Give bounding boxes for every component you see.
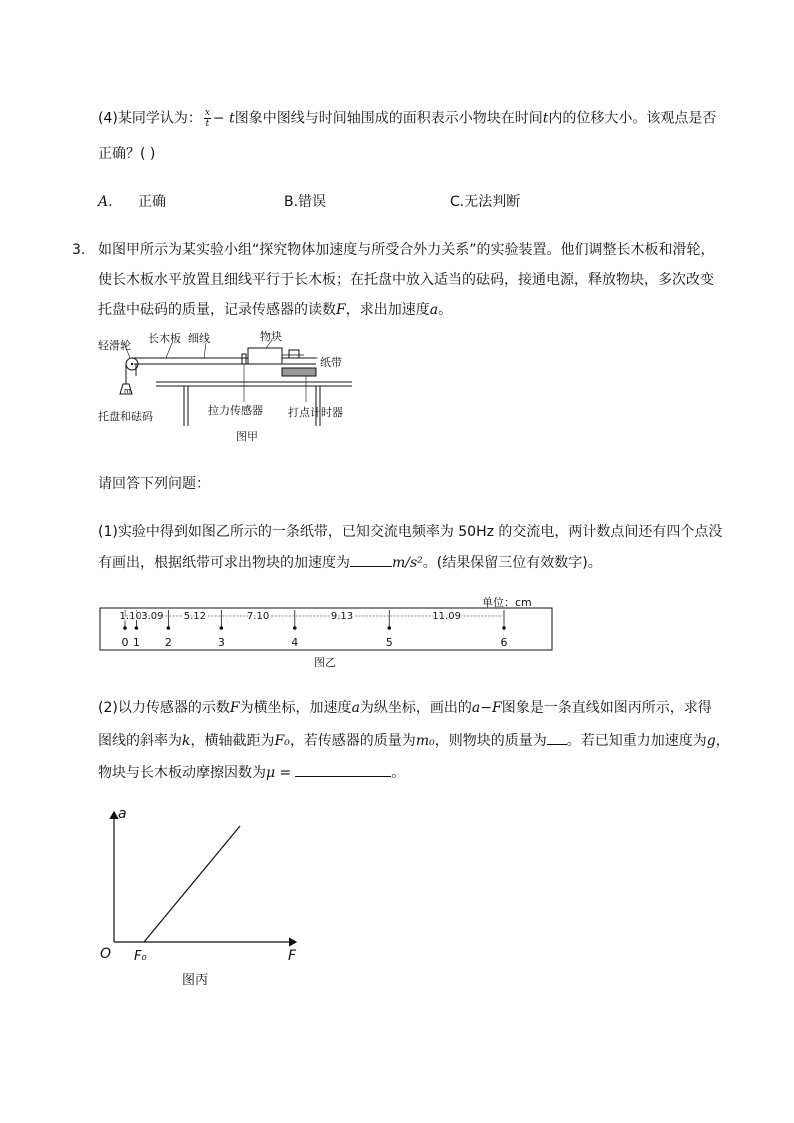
- label-pulley: 轻滑轮: [98, 339, 131, 352]
- tape-dot: [123, 626, 127, 630]
- x-over-t-fraction: [204, 108, 211, 129]
- tape-segment-label: 7.10: [246, 611, 270, 622]
- tape-dot: [502, 626, 506, 630]
- force-sensor: [242, 354, 246, 364]
- apparatus-figure: [96, 328, 366, 446]
- tape-point-label: 3: [217, 636, 225, 649]
- fraction-numerator: x: [204, 108, 210, 118]
- tape-segment-label: 11.09: [432, 611, 461, 622]
- x-axis-label: F: [288, 948, 297, 964]
- label-timer: 打点计时器: [288, 406, 343, 419]
- label-tape: 纸带: [320, 356, 342, 369]
- q3-line3: 托盘中砝码的质量，记录传感器的读数F，求出加速度a。: [98, 302, 453, 318]
- tape-point-label: 2: [164, 636, 172, 649]
- t-variable: t: [542, 110, 549, 127]
- part1-line1: (1)实验中得到如图乙所示的一条纸带，已知交流电频率为 50Hz 的交流电，两计数点间还有四个点没: [98, 524, 723, 540]
- tape-point-label: 1: [132, 636, 140, 649]
- tape-dot: [135, 626, 139, 630]
- q4-line2: 正确？( ): [98, 146, 156, 162]
- tape-dot: [387, 626, 391, 630]
- tape-dot: [293, 626, 297, 630]
- tape-point-label: 6: [500, 636, 508, 649]
- caption-bing: 图丙: [182, 973, 209, 988]
- option-a-text[interactable]: 正确: [138, 194, 166, 210]
- tape-dot: [220, 626, 224, 630]
- tape-point-label: 0: [121, 636, 129, 649]
- q4-text-a: 图象中图线与时间轴围成的面积表示小物块在时间: [234, 110, 543, 127]
- a-F-graph: [96, 800, 310, 996]
- a-variable: a: [429, 302, 439, 318]
- q3-line1: 如图甲所示为某实验小组“探究物体加速度与所受合外力关系”的实验装置。他们调整长木板和滑轮，: [98, 242, 715, 258]
- tape-dot: [167, 626, 171, 630]
- label-sensor: 拉力传感器: [208, 404, 263, 417]
- prompt: 请回答下列问题：: [98, 476, 210, 492]
- F-variable: F: [336, 302, 346, 318]
- origin-label: O: [100, 946, 112, 962]
- label-string: 细线: [188, 332, 210, 345]
- part2-line1: (2)以力传感器的示数F为横坐标，加速度a为纵坐标，画出的a−F图象是一条直线如图丙所示，求得: [98, 700, 712, 716]
- part2-line2: 图线的斜率为k，横轴截距为F₀，若传感器的质量为m₀，则物块的质量为 。若已知重力加速度为g，: [98, 730, 730, 751]
- q4-text-b: 内的位移大小。该观点是否: [548, 110, 717, 127]
- caption-yi: 图乙: [314, 656, 336, 669]
- block: [248, 348, 282, 364]
- q4-line1: [98, 108, 716, 129]
- tape-segment-label: 5.12: [183, 611, 206, 622]
- q4-prefix: (4)某同学认为：: [98, 110, 202, 127]
- answer-blank-acceleration[interactable]: [350, 552, 392, 567]
- part2-line3: 物块与长木板动摩擦因数为μ = 。: [98, 762, 405, 783]
- caption-jia: 图甲: [236, 430, 258, 443]
- tape-segment-label: 1.10: [119, 611, 142, 622]
- intercept-label: F₀: [134, 949, 147, 964]
- tape-point-label: 5: [385, 636, 393, 649]
- option-a-letter[interactable]: A.: [98, 194, 113, 210]
- unit: m/s²: [392, 555, 423, 571]
- label-block: 物块: [260, 330, 282, 343]
- y-axis-label: a: [118, 806, 127, 822]
- ticker-timer: [282, 368, 316, 376]
- tape-figure: [96, 594, 556, 672]
- tape-point-label: 4: [291, 636, 299, 649]
- unit-label: 单位：cm: [482, 596, 532, 609]
- tray-letter-m: m: [124, 387, 131, 395]
- a-F-line: [144, 826, 240, 942]
- tape-segment-label: 3.09: [141, 611, 164, 622]
- answer-blank-mass[interactable]: [547, 730, 567, 745]
- part1-line2: 有画出，根据纸带可求出物块的加速度为 m/s²。(结果保留三位有效数字)。: [98, 552, 602, 573]
- option-b[interactable]: B.错误: [284, 194, 327, 210]
- answer-blank-friction[interactable]: [295, 762, 391, 777]
- question-number: 3.: [72, 242, 86, 258]
- fraction-denominator: t: [205, 119, 210, 129]
- minus-t: − t: [212, 110, 235, 127]
- label-tray: 托盘和砝码: [98, 410, 153, 423]
- q3-line2: 使长木板水平放置且细线平行于长木板；在托盘中放入适当的砝码，接通电源，释放物块，多次改变: [98, 272, 714, 288]
- tape-segment-label: 9.13: [330, 611, 354, 622]
- label-board: 长木板: [148, 332, 181, 345]
- option-c[interactable]: C.无法判断: [450, 194, 521, 210]
